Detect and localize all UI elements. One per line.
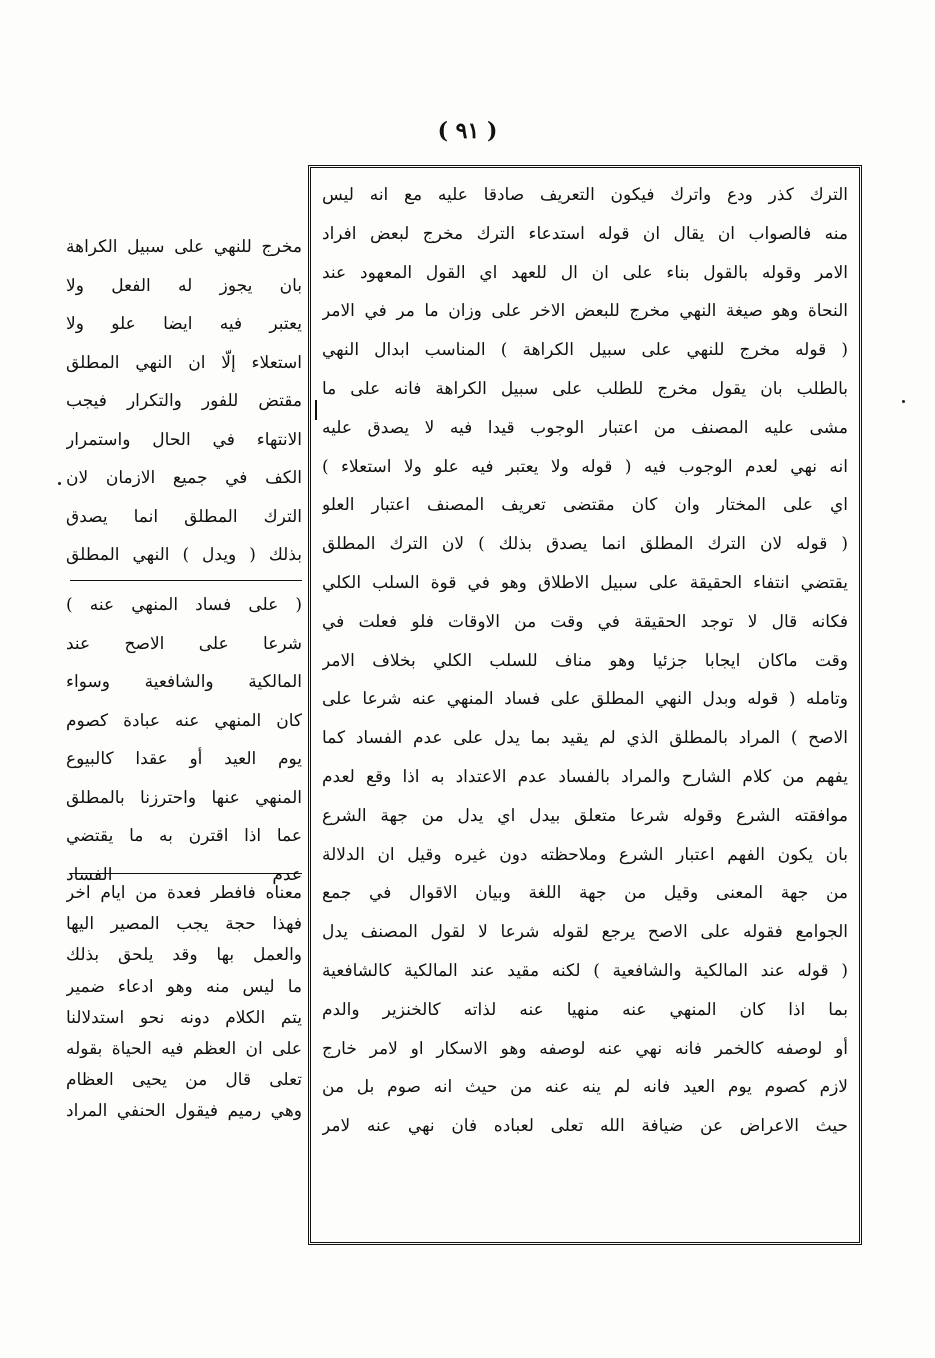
text-line: شرعا على الاصح عند [66,633,302,654]
text-line: حيث الاعراض عن ضيافة الله تعلى لعباده فان نهي عنه لامر [322,1116,848,1137]
text-line: تعلى قال من يحيى العظام [66,1070,302,1091]
text-line: يتم الكلام دونه نحو استدلالنا [66,1007,302,1028]
margin-dot [58,482,61,485]
text-line: يفهم من كلام الشارح والمراد بالفساد عدم الاعتداد به اذا وقع لعدم [322,766,848,787]
text-line: يعتبر فيه ايضا علو ولا [66,314,302,334]
text-line: الامر وقوله بالقول بناء على ان ال للعهد اي القول المعهود عند [322,262,848,283]
text-line: مخرج للنهي على سبيل الكراهة [66,237,302,257]
text-line: بذلك ( ويدل ) النهي المطلق [66,545,302,565]
text-line: الترك المطلق انما يصدق [66,506,302,527]
margin-mark [315,400,317,420]
text-line: انه نهي لعدم الوجوب فيه ( قوله ولا يعتبر فيه علو ولا استعلاء ) [322,456,848,477]
text-line: وتامله ( قوله وبدل النهي المطلق على فساد المنهي عنه شرعا على [322,689,848,710]
text-line: المنهي عنها واحترزنا بالمطلق [66,787,302,808]
text-line: يقتضي انتفاء الحقيقة على سبيل الاطلاق وهو في قوة السلب الكلي [322,572,848,593]
text-line: الاصح ) المراد بالمطلق الذي لم يقيد بما يدل على عدم الفساد كما [322,728,848,749]
margin-dot [902,400,905,403]
margin-column-lower [66,878,302,1128]
matn-column-middle [66,586,302,894]
text-line: كان المنهي عنه عبادة كصوم [66,710,302,731]
text-line: على ان العظم فيه الحياة بقوله [66,1038,302,1059]
section-divider [70,873,302,874]
text-line: الكف في جميع الازمان لان [66,468,302,488]
text-line: الترك كذر ودع واترك فيكون التعريف صادقا عليه مع انه ليس [322,185,848,205]
text-line: منه فالصواب ان يقال ان قوله استدعاء الترك مخرج لبعض افراد [322,223,848,244]
text-line: ما ليس منه وهو ادعاء ضمير [66,976,302,997]
commentary-column [322,176,848,1146]
text-line: بان يكون الفهم اعتبار الشرع وملاحظته دون غيره وقيل ان الدلالة [322,844,848,865]
text-line: وقت ماكان ايجابا جزئيا وهو مناف للسلب الكلي بخلاف الامر [322,650,848,671]
text-line: وهي رميم فيقول الحنفي المراد [66,1101,302,1122]
text-line: استعلاء إلّا ان النهي المطلق [66,352,302,373]
text-line: يوم العيد أو عقدا كالبيوع [66,749,302,769]
matn-column-upper [66,228,302,575]
text-line: من جهة المعنى وقيل من جهة اللغة وبيان الاقوال في جمع [322,883,848,904]
text-line: الانتهاء في الحال واستمرار [66,429,302,450]
text-line: بالطلب بان يقول مخرج للطلب على سبيل الكراهة فانه على ما [322,378,848,399]
text-line: بما اذا كان المنهي عنه منهيا عنه لذاته كالخنزير والدم [322,999,848,1020]
text-line: فكانه قال لا توجد الحقيقة في وقت من الاوقات فلو فعلت في [322,611,848,632]
text-line: ( على فساد المنهي عنه ) [66,595,302,615]
text-line: عما اذا اقترن به ما يقتضي [66,826,302,846]
text-line: بان يجوز له الفعل ولا [66,275,302,296]
text-line: مقتض للفور والتكرار فيجب [66,391,302,411]
text-line: معناه فافطر فعدة من ايام اخر [66,883,302,903]
text-line: لازم كصوم يوم العيد فانه لم ينه عنه من حيث انه صوم بل من [322,1077,848,1098]
text-line: اي على المختار وان كان مقتضى تعريف المصنف اعتبار العلو [322,495,848,516]
text-line: موافقته الشرع وقوله شرعا متعلق بيدل اي يدل من جهة الشرع [322,805,848,826]
text-line: النحاة وهو صيغة النهي مخرج للبعض الاخر على وزان ما مر في الامر [322,301,848,322]
text-line: ( قوله مخرج للنهي على سبيل الكراهة ) المناسب ابدال النهي [322,340,848,361]
text-line: عدم الفساد [66,864,302,885]
text-line: مشى عليه المصنف من اعتبار الوجوب قيدا فيه لا يصدق عليه [322,417,848,438]
text-line: المالكية والشافعية وسواء [66,672,302,692]
text-line: ( قوله عند المالكية والشافعية ) لكنه مقيد عند المالكية كالشافعية [322,960,848,981]
page-number: ( ٩١ ) [437,118,498,144]
text-line: ( قوله لان الترك المطلق انما يصدق بذلك ) لان الترك المطلق [322,534,848,555]
section-divider [70,580,302,581]
text-line: والعمل بها وقد يلحق بذلك [66,945,302,966]
text-line: فهذا حجة يجب المصير اليها [66,914,302,935]
text-line: الجوامع فقوله على الاصح يرجع لقوله شرعا لا لقول المصنف يدل [322,922,848,943]
text-line: أو لوصفه كالخمر فانه نهي عنه لوصفه وهو الاسكار او لامر خارج [322,1038,848,1059]
